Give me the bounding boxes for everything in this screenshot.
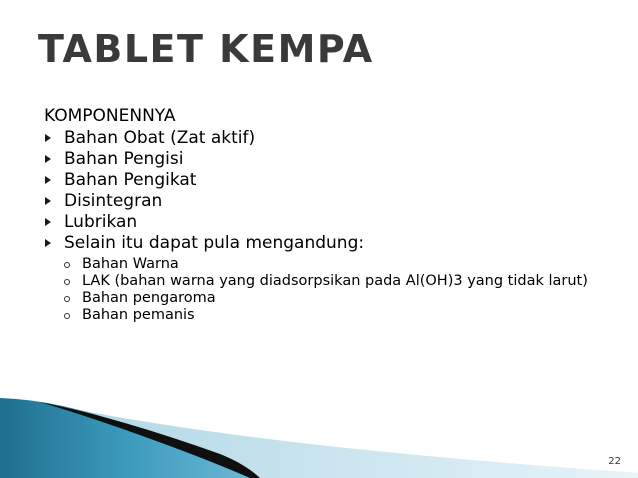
ring-bullet-icon [64,313,70,319]
bullet-item [44,191,604,212]
bullet-text: Bahan Pengisi [64,149,184,169]
corner-swoosh-decoration [0,398,638,478]
bullet-text: Bahan Pengikat [64,170,197,190]
bullet-text: Selain itu dapat pula mengandung: [64,233,365,253]
ring-bullet-icon [64,279,70,285]
slide-title: TABLET KEMPA [38,27,374,71]
sub-bullet-text: Bahan pengaroma [82,290,216,306]
bullet-item [44,128,604,149]
bullet-arrow-icon [45,176,51,184]
bullet-list [44,128,604,324]
page-number: 22 [608,456,621,467]
sub-bullet-text: Bahan pemanis [82,307,195,323]
bullet-text: Lubrikan [64,212,138,232]
bullet-item [44,233,604,324]
sub-bullet-list [64,256,604,324]
section-heading: KOMPONENNYA [44,106,176,126]
bullet-item [44,149,604,170]
sub-bullet-text: Bahan Warna [82,256,179,272]
bullet-arrow-icon [45,197,51,205]
sub-bullet-item [64,307,604,324]
bullet-item [44,212,604,233]
bullet-text: Disintegran [64,191,163,211]
sub-bullet-text: LAK (bahan warna yang diadsorpsikan pada Al(OH)3 yang tidak larut) [82,273,588,289]
ring-bullet-icon [64,296,70,302]
bullet-arrow-icon [45,134,51,142]
ring-bullet-icon [64,262,70,268]
bullet-item [44,170,604,191]
slide-body [44,106,604,324]
bullet-arrow-icon [45,155,51,163]
sub-bullet-item [64,273,604,290]
bullet-arrow-icon [45,218,51,226]
bullet-text: Bahan Obat (Zat aktif) [64,128,256,148]
sub-bullet-item [64,256,604,273]
bullet-arrow-icon [45,239,51,247]
sub-bullet-item [64,290,604,307]
